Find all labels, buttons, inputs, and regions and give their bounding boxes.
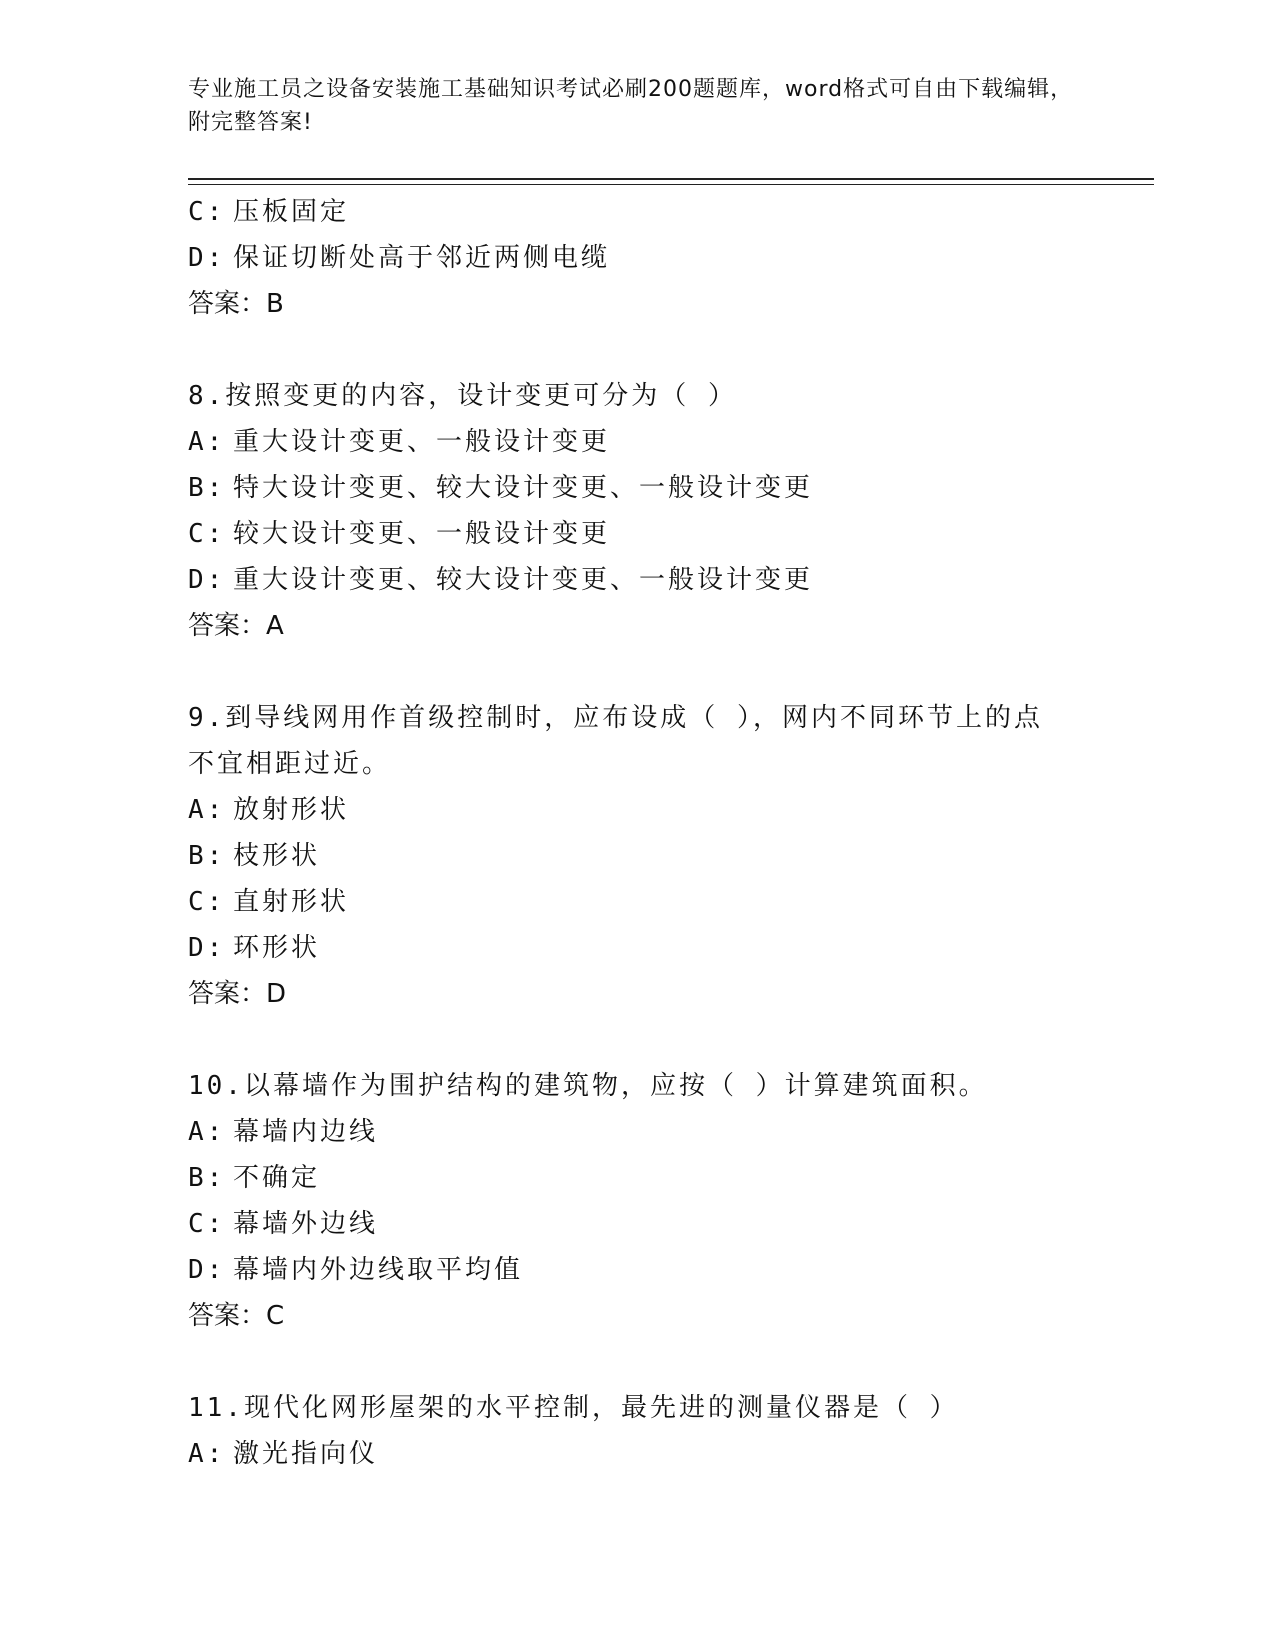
option-label: C:	[188, 887, 226, 917]
option-label: C:	[188, 197, 226, 227]
option-label: B:	[188, 473, 226, 503]
header-divider-thick	[188, 178, 1154, 180]
document-header: 专业施工员之设备安装施工基础知识考试必刷200题题库，word格式可自由下载编辑，附完整答案!	[188, 77, 1074, 135]
option-d	[188, 235, 1088, 281]
option-label: A:	[188, 795, 226, 825]
option-label: C:	[188, 519, 226, 549]
question-stem: 10.以幕墙作为围护结构的建筑物，应按（ ）计算建筑面积。	[188, 1071, 988, 1101]
option-text: 较大设计变更、一般设计变更	[233, 519, 611, 549]
option-text: 压板固定	[233, 197, 350, 227]
question-stem: 8.按照变更的内容，设计变更可分为（ ）	[188, 381, 737, 411]
option-text: 不确定	[233, 1163, 321, 1193]
option-text: 保证切断处高于邻近两侧电缆	[233, 243, 611, 273]
option-text: 直射形状	[233, 887, 350, 917]
option-label: B:	[188, 841, 226, 871]
option-a	[188, 787, 1088, 833]
option-text: 激光指向仪	[233, 1439, 379, 1469]
option-text: 幕墙内外边线取平均值	[233, 1255, 524, 1285]
option-label: D:	[188, 565, 226, 595]
option-text: 枝形状	[233, 841, 321, 871]
option-label: B:	[188, 1163, 226, 1193]
answer-line: 答案：C	[188, 1301, 285, 1331]
question-9	[188, 695, 1088, 1017]
option-label: A:	[188, 427, 226, 457]
option-text: 幕墙内边线	[233, 1117, 379, 1147]
question-stem: 11.现代化网形屋架的水平控制，最先进的测量仪器是（ ）	[188, 1393, 959, 1423]
question-stem: 9.到导线网用作首级控制时，应布设成（ ），网内不同环节上的点不宜相距过近。	[188, 703, 1043, 779]
header-divider-thin	[188, 184, 1154, 185]
option-label: C:	[188, 1209, 226, 1239]
question-10	[188, 1063, 1088, 1339]
option-text: 幕墙外边线	[233, 1209, 379, 1239]
option-b	[188, 1155, 1088, 1201]
option-c	[188, 1201, 1088, 1247]
answer-line: 答案：D	[188, 979, 287, 1009]
option-label: D:	[188, 243, 226, 273]
option-b	[188, 465, 1088, 511]
option-a	[188, 1431, 1088, 1477]
option-text: 特大设计变更、较大设计变更、一般设计变更	[233, 473, 814, 503]
answer-line: 答案：B	[188, 289, 284, 319]
question-list	[188, 189, 1088, 1477]
option-c	[188, 879, 1088, 925]
option-text: 重大设计变更、一般设计变更	[233, 427, 611, 457]
option-a	[188, 1109, 1088, 1155]
option-c	[188, 511, 1088, 557]
option-label: A:	[188, 1117, 226, 1147]
option-d	[188, 557, 1088, 603]
option-d	[188, 1247, 1088, 1293]
option-a	[188, 419, 1088, 465]
option-c	[188, 189, 1088, 235]
option-b	[188, 833, 1088, 879]
option-text: 放射形状	[233, 795, 350, 825]
option-text: 重大设计变更、较大设计变更、一般设计变更	[233, 565, 814, 595]
option-d	[188, 925, 1088, 971]
prev-question-block	[188, 189, 1088, 327]
question-11	[188, 1385, 1088, 1477]
answer-line: 答案：A	[188, 611, 284, 641]
question-8	[188, 373, 1088, 649]
option-label: A:	[188, 1439, 226, 1469]
option-text: 环形状	[233, 933, 321, 963]
option-label: D:	[188, 933, 226, 963]
option-label: D:	[188, 1255, 226, 1285]
